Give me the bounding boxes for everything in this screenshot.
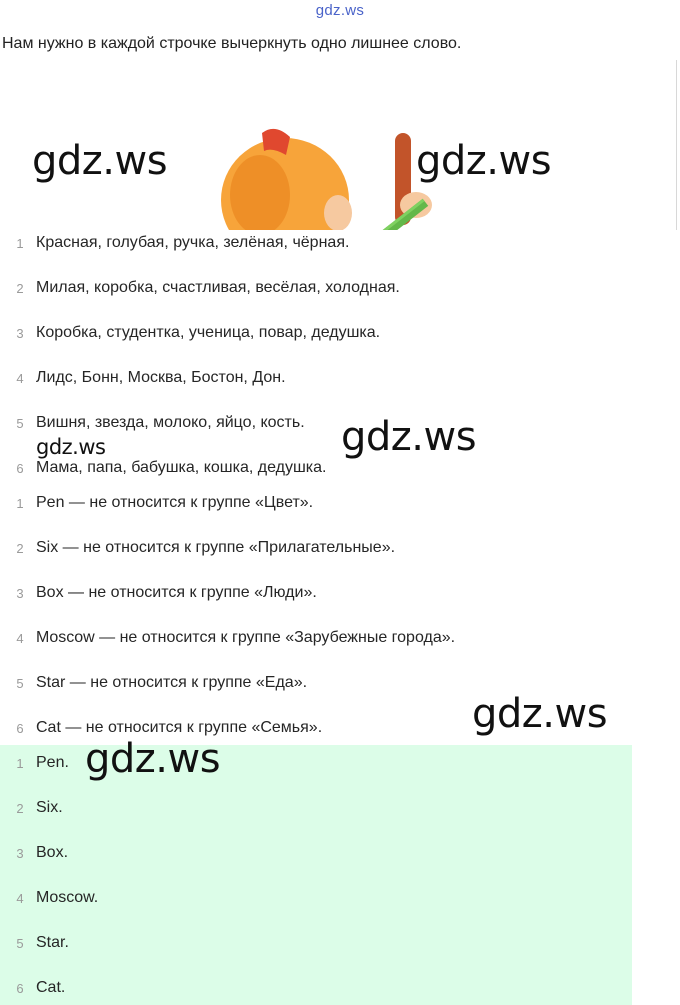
list-item: [0, 488, 313, 518]
item-number: 5: [16, 935, 24, 951]
item-text: Star.: [36, 934, 69, 951]
item-number: 6: [16, 460, 24, 476]
item-number: 6: [16, 720, 24, 736]
item-number: 3: [16, 585, 24, 601]
item-text: Красная, голубая, ручка, зелёная, чёрная.: [36, 234, 350, 251]
item-text: Лидс, Бонн, Москва, Бостон, Дон.: [36, 369, 286, 386]
item-number: 3: [16, 845, 24, 861]
item-text: Box — не относится к группе «Люди».: [36, 584, 317, 601]
answer-block: [0, 745, 632, 1005]
item-text: Коробка, студентка, ученица, повар, дедушка.: [36, 324, 381, 341]
item-text: Cat — не относится к группе «Семья».: [36, 719, 323, 736]
item-number: 1: [16, 755, 24, 771]
item-text: Box.: [36, 844, 69, 861]
item-number: 1: [16, 495, 24, 511]
item-text: Pen — не относится к группе «Цвет».: [36, 494, 314, 511]
watermark: gdz.ws: [36, 435, 106, 459]
item-number: 6: [16, 980, 24, 996]
list-item: [0, 228, 349, 258]
list-item: [0, 318, 380, 348]
item-number: 3: [16, 325, 24, 341]
watermark: gdz.ws: [32, 138, 168, 184]
item-number: 2: [16, 800, 24, 816]
list-item: [0, 973, 65, 1003]
list-item: [0, 928, 69, 958]
item-text: Star — не относится к группе «Еда».: [36, 674, 308, 691]
watermark: gdz.ws: [341, 414, 477, 460]
list-item: [0, 623, 455, 653]
list-item: [0, 533, 395, 563]
item-text: Six — не относится к группе «Прилагательные».: [36, 539, 396, 556]
item-number: 2: [16, 280, 24, 296]
face-shape: [324, 195, 352, 230]
list-item: [0, 838, 68, 868]
item-number: 4: [16, 370, 24, 386]
list-item: [0, 883, 98, 913]
list-item: [0, 668, 307, 698]
site-header-link[interactable]: gdz.ws: [315, 2, 365, 19]
item-number: 4: [16, 890, 24, 906]
watermark: gdz.ws: [472, 691, 608, 737]
item-text: Мама, папа, бабушка, кошка, дедушка.: [36, 459, 327, 476]
item-text: Вишня, звезда, молоко, яйцо, кость.: [36, 414, 305, 431]
divider: [676, 60, 677, 230]
watermark: gdz.ws: [416, 138, 552, 184]
item-number: 5: [16, 415, 24, 431]
task-instruction: Нам нужно в каждой строчке вычеркнуть одно лишнее слово.: [2, 35, 462, 52]
list-item: [0, 363, 286, 393]
item-text: Six.: [36, 799, 63, 816]
item-text: Moscow — не относится к группе «Зарубежные города».: [36, 629, 456, 646]
item-text: Pen.: [36, 754, 69, 771]
list-item: [0, 578, 317, 608]
item-number: 4: [16, 630, 24, 646]
item-number: 2: [16, 540, 24, 556]
item-number: 5: [16, 675, 24, 691]
watermark: gdz.ws: [85, 736, 221, 782]
item-text: Милая, коробка, счастливая, весёлая, холодная.: [36, 279, 400, 296]
list-item: [0, 273, 400, 303]
list-item: [0, 793, 63, 823]
item-number: 1: [16, 235, 24, 251]
item-text: Moscow.: [36, 889, 99, 906]
list-item: [0, 748, 69, 778]
item-text: Cat.: [36, 979, 66, 996]
list-item: [0, 408, 305, 438]
